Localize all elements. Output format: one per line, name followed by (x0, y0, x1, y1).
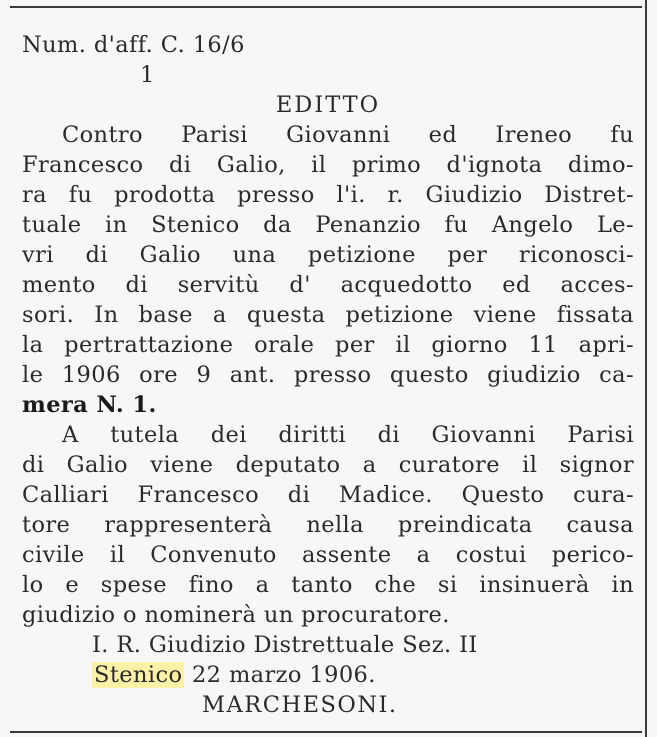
notice-number: 1 (140, 62, 155, 88)
paragraph-2-line: Calliari Francesco di Madice. Questo cura- (22, 482, 634, 508)
paragraph-2-line: di Galio viene deputato a curatore il signor (22, 452, 634, 478)
reference-number: Num. d'aff. C. 16/6 (22, 32, 245, 58)
notice-title: EDITTO (275, 92, 381, 118)
paragraph-1-line: tuale in Stenico da Penanzio fu Angelo Le- (22, 212, 634, 238)
paragraph-1-last-line (22, 390, 634, 420)
signature: MARCHESONI. (202, 692, 398, 718)
paragraph-1-line: le 1906 ore 9 ant. presso questo giudizio ca- (22, 362, 634, 388)
paragraph-2-line: lo e spese fino a tanto che si insinuerà in (22, 572, 634, 598)
place-date-line (22, 660, 634, 690)
hearing-room-number: N. 1. (96, 392, 157, 418)
right-rule (645, 0, 647, 737)
paragraph-1-line: mento di servitù d' acquedotto ed acces- (22, 272, 634, 298)
notice-date: 22 marzo 1906. (184, 662, 376, 688)
bottom-rule (10, 731, 642, 733)
paragraph-2-line: tore rappresenterà nella preindicata causa (22, 512, 634, 538)
paragraph-1-line: vri di Galio una petizione per riconosci- (22, 242, 634, 268)
paragraph-1-line: ra fu prodotta presso l'i. r. Giudizio Distret- (22, 182, 634, 208)
paragraph-1-last-text: mera (22, 392, 97, 418)
paragraph-1-line: Contro Parisi Giovanni ed Ireneo fu (62, 122, 634, 148)
paragraph-1-line: sori. In base a questa petizione viene fissata (22, 302, 634, 328)
place-highlight: Stenico (94, 662, 183, 688)
paragraph-1-line: Francesco di Galio, il primo d'ignota dimo- (22, 152, 634, 178)
paragraph-2-line: civile il Convenuto assente a costui perico- (22, 542, 634, 568)
paragraph-2-line: A tutela dei diritti di Giovanni Parisi (62, 422, 634, 448)
court-name: I. R. Giudizio Distrettuale Sez. II (92, 632, 478, 658)
paragraph-2-line: giudizio o nominerà un procuratore. (22, 602, 450, 628)
notice-body (22, 30, 634, 720)
top-rule (10, 6, 642, 8)
paragraph-1-line: la pertrattazione orale per il giorno 11 apri- (22, 332, 634, 358)
